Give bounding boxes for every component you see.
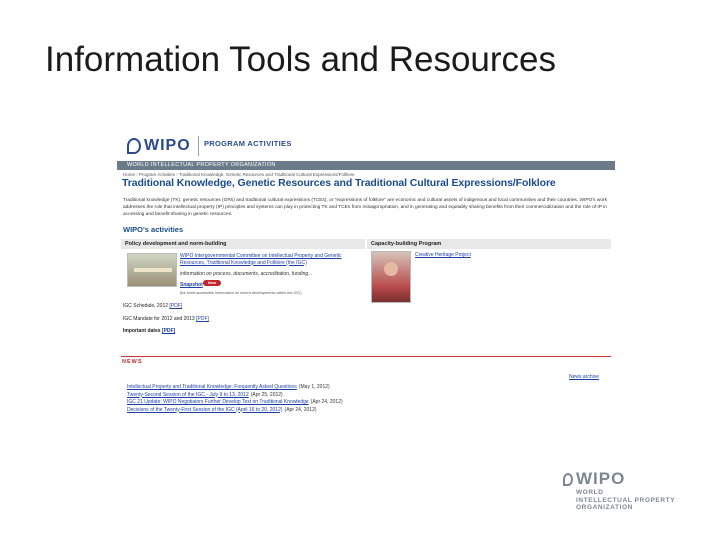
news-item-date: (Apr 24, 2012) [310,399,343,405]
news-item[interactable] [127,384,427,392]
igc-mandate-row [123,316,209,322]
creative-heritage-link[interactable]: Creative Heritage Project [415,252,471,258]
news-item[interactable] [127,407,427,415]
organization-bar [117,161,615,170]
important-dates-label: Important dates [123,328,161,334]
organization-name: WORLD INTELLECTUAL PROPERTY ORGANIZATION [127,162,276,168]
snapshot-link[interactable]: Snapshot [180,282,203,288]
news-title: NEWS [122,359,143,365]
creative-heritage-photo[interactable] [371,251,411,303]
intro-paragraph: Traditional knowledge (TK), genetic resources (GRs) and traditional cultural expressions (TCEs), or "expressions of folklore" are economic and cultural assets of indigenous and local communities and their countries. WIPO's work addresses the role that intellectual property (IP) principles and systems can play in protecting TK and TCEs from misappropriation, and in generating and equitably sharing benefits from their commercialization and the role of IP in accessing and benefit-sharing in genetic resources. [123,198,608,217]
wipo-logo[interactable] [127,136,191,156]
igc-link[interactable]: WIPO Intergovernmental Committee on Intellectual Property and Genetic Resources, Traditional Knowledge and Folklore (the IGC) [180,253,342,266]
igc-photo[interactable] [127,253,177,287]
news-item[interactable] [127,399,427,407]
footer-org-name [576,489,675,512]
important-dates-row [123,328,175,334]
program-activities-label[interactable]: PROGRAM ACTIVITIES [204,139,292,148]
news-item-link[interactable]: Intellectual Property and Traditional Knowledge: Frequently Asked Questions [127,384,297,390]
important-dates-pdf-link[interactable]: [PDF] [161,328,176,334]
wipo-mark-icon [563,473,573,486]
photo-person [384,262,398,276]
footer-wipo-logo [563,467,703,517]
footer-org-line: WORLD [576,489,604,496]
site-header [117,131,615,161]
news-list [127,384,427,414]
news-item-link[interactable]: Twenty-Second Session of the IGC - July 9 to 13, 2012 [127,391,249,398]
new-badge: New [203,280,221,286]
igc-mandate-pdf-link[interactable]: [PDF] [196,316,209,322]
wipo-logo-icon [127,138,141,154]
news-item-date: (Apr 25, 2012) [250,391,283,398]
slide-title: Information Tools and Resources [45,40,557,79]
igc-schedule-pdf-link[interactable]: [PDF] [169,303,183,309]
igc-mandate-label: IGC Mandate for 2012 and 2013 [123,316,195,322]
snapshot-note: (for short accessible information on recent developments within the IGC) [180,291,302,295]
policy-column-heading: Policy development and norm-building [121,239,365,249]
activities-title: WIPO's activities [123,225,184,234]
footer-org-line: INTELLECTUAL PROPERTY [576,496,676,504]
news-divider [121,356,611,357]
page-heading: Traditional Knowledge, Genetic Resources and Traditional Cultural Expressions/Folklore [122,177,556,189]
news-item-date: (Apr 24, 2012) [284,406,317,413]
footer-org-line: ORGANIZATION [576,504,633,511]
igc-schedule-label: IGC Schedule, 2012 [123,303,169,309]
header-divider [198,136,199,156]
embedded-webpage-screenshot [117,131,615,413]
capacity-column-heading: Capacity-building Program [367,239,611,249]
news-item-link[interactable]: IGC 21 Update: WIPO Negotiators Further Develop Text on Traditional Knowledge [127,399,309,405]
news-item-link[interactable]: Decisions of the Twenty-First Session of the IGC (April 16 to 20, 2012) [127,406,283,413]
igc-schedule-row [123,303,182,309]
igc-photo-detail [134,268,172,272]
news-archive-link[interactable]: News archive [569,374,600,380]
igc-description: information on process, documents, accreditation, funding... [180,271,313,277]
wipo-logo-text: WIPO [144,137,191,154]
news-item-date: (May 1, 2012) [298,384,330,390]
footer-wipo-text: WIPO [576,469,626,488]
news-item[interactable] [127,392,427,400]
breadcrumb[interactable]: Home › Program Activities › Traditional Knowledge, Genetic Resources and Traditional Cultural Expressions/Folklore [123,172,355,177]
